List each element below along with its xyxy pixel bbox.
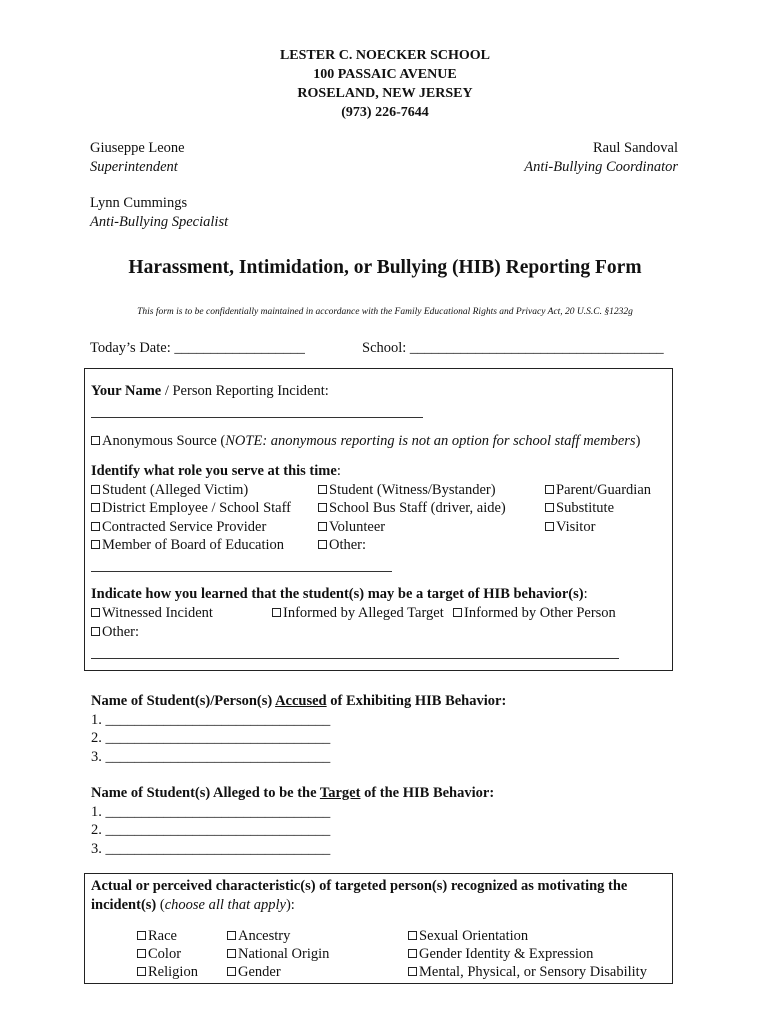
checkbox[interactable]: [545, 485, 554, 494]
role-option[interactable]: [91, 519, 266, 536]
specialist-title: Anti-Bullying Specialist: [90, 214, 229, 230]
learned-heading: [91, 586, 588, 603]
characteristic-option[interactable]: [408, 928, 528, 945]
accused-heading-underlined: Accused: [275, 693, 327, 709]
school-field[interactable]: School: ___________________________________: [362, 340, 664, 356]
superintendent-name: Giuseppe Leone: [90, 140, 185, 156]
coordinator-name: Raul Sandoval: [593, 140, 678, 156]
anonymous-label: Anonymous Source (: [102, 433, 226, 449]
learned-label: Other:: [102, 624, 140, 640]
anonymous-close: ): [635, 433, 641, 449]
target-line-3[interactable]: 3. _______________________________: [91, 841, 331, 857]
role-option[interactable]: [91, 482, 248, 499]
school-phone: (973) 226-7644: [341, 105, 429, 120]
characteristic-label: Gender Identity & Expression: [419, 946, 594, 962]
role-label: Student (Alleged Victim): [102, 482, 249, 498]
accused-line-2[interactable]: 2. _______________________________: [91, 730, 331, 746]
characteristics-heading-bold: incident(s): [91, 897, 157, 913]
checkbox[interactable]: [91, 627, 100, 636]
characteristic-option[interactable]: [137, 928, 177, 945]
characteristics-heading-2: [91, 897, 295, 914]
role-label: Member of Board of Education: [102, 537, 285, 553]
date-field[interactable]: Today’s Date: __________________: [90, 340, 305, 356]
characteristics-open: (: [156, 897, 165, 913]
superintendent-title: Superintendent: [90, 159, 178, 175]
checkbox[interactable]: [453, 608, 462, 617]
coordinator-title: Anti-Bullying Coordinator: [524, 159, 678, 175]
checkbox[interactable]: [318, 522, 327, 531]
learned-other-line[interactable]: [91, 658, 619, 659]
role-option[interactable]: [545, 500, 614, 517]
target-line-1[interactable]: 1. _______________________________: [91, 804, 331, 820]
characteristic-option[interactable]: [227, 928, 290, 945]
accused-line-1[interactable]: 1. _______________________________: [91, 712, 331, 728]
confidential-note: This form is to be confidentially maintained in accordance with the Family Educational Rights and Privacy Act, 20 U.S.C. §1232g: [137, 307, 633, 317]
role-label: Visitor: [556, 519, 596, 535]
school-name: LESTER C. NOECKER SCHOOL: [279, 48, 491, 63]
role-option[interactable]: [318, 500, 506, 517]
checkbox[interactable]: [318, 485, 327, 494]
checkbox[interactable]: [318, 540, 327, 549]
role-option[interactable]: [91, 537, 284, 554]
checkbox[interactable]: [137, 967, 146, 976]
role-label: School Bus Staff (driver, aide): [329, 500, 506, 516]
characteristic-option[interactable]: [137, 946, 181, 963]
anonymous-note: NOTE: anonymous reporting is not an option for school staff members: [225, 433, 636, 449]
characteristic-label: Ancestry: [238, 928, 291, 944]
checkbox[interactable]: [91, 522, 100, 531]
role-heading-colon: :: [336, 463, 341, 479]
role-other-line[interactable]: [91, 571, 392, 572]
reporter-name-bold: Your Name: [91, 383, 162, 399]
role-label: Contracted Service Provider: [102, 519, 267, 535]
accused-heading-post: of Exhibiting HIB Behavior:: [326, 693, 507, 709]
learned-label: Informed by Alleged Target: [283, 605, 444, 621]
learned-label: Witnessed Incident: [102, 605, 213, 621]
role-option[interactable]: [91, 500, 291, 517]
characteristic-label: Mental, Physical, or Sensory Disability: [419, 964, 647, 980]
role-option[interactable]: [318, 482, 496, 499]
form-title: Harassment, Intimidation, or Bullying (HIB) Reporting Form: [128, 257, 642, 278]
checkbox[interactable]: [272, 608, 281, 617]
accused-heading-pre: Name of Student(s)/Person(s): [91, 693, 276, 709]
role-option[interactable]: [318, 519, 385, 536]
characteristic-label: Color: [148, 946, 182, 962]
reporter-name-label: [91, 383, 329, 400]
checkbox[interactable]: [91, 608, 100, 617]
checkbox[interactable]: [91, 540, 100, 549]
characteristic-option[interactable]: [408, 964, 647, 981]
learned-label: Informed by Other Person: [464, 605, 616, 621]
characteristic-label: Gender: [238, 964, 281, 980]
role-option[interactable]: [318, 537, 366, 554]
role-option[interactable]: [545, 482, 651, 499]
characteristic-option[interactable]: [227, 964, 281, 981]
school-address: 100 PASSAIC AVENUE: [313, 67, 457, 82]
checkbox[interactable]: [318, 503, 327, 512]
checkbox[interactable]: [545, 503, 554, 512]
target-heading-pre: Name of Student(s) Alleged to be the: [91, 785, 320, 801]
target-heading: [91, 785, 494, 802]
target-heading-post: of the HIB Behavior:: [360, 785, 495, 801]
checkbox[interactable]: [408, 967, 417, 976]
characteristic-label: National Origin: [238, 946, 330, 962]
checkbox[interactable]: [227, 949, 236, 958]
learned-option[interactable]: [91, 605, 213, 622]
checkbox[interactable]: [137, 949, 146, 958]
learned-heading-text: Indicate how you learned that the student(s) may be a target of HIB behavior(s): [91, 586, 584, 602]
characteristics-italic: choose all that apply: [164, 897, 286, 913]
accused-heading: [91, 693, 506, 710]
role-option[interactable]: [545, 519, 595, 536]
checkbox[interactable]: [137, 931, 146, 940]
checkbox[interactable]: [408, 931, 417, 940]
checkbox[interactable]: [227, 967, 236, 976]
target-heading-underlined: Target: [319, 785, 361, 801]
target-line-2[interactable]: 2. _______________________________: [91, 822, 331, 838]
learned-heading-colon: :: [583, 586, 588, 602]
role-label: Other:: [329, 537, 367, 553]
learned-option[interactable]: [272, 605, 444, 622]
school-city: ROSELAND, NEW JERSEY: [297, 86, 473, 101]
role-heading: [91, 463, 341, 480]
characteristics-close: ):: [285, 897, 295, 913]
anonymous-option[interactable]: [91, 433, 640, 450]
characteristic-label: Religion: [148, 964, 198, 980]
specialist-name: Lynn Cummings: [90, 195, 188, 211]
characteristic-label: Race: [148, 928, 177, 944]
reporter-name-rest: / Person Reporting Incident:: [161, 383, 329, 399]
role-label: Volunteer: [329, 519, 386, 535]
checkbox[interactable]: [91, 485, 100, 494]
role-label: Student (Witness/Bystander): [329, 482, 496, 498]
checkbox[interactable]: [545, 522, 554, 531]
checkbox[interactable]: [91, 503, 100, 512]
role-label: Parent/Guardian: [556, 482, 652, 498]
role-heading-text: Identify what role you serve at this time: [91, 463, 337, 479]
checkbox[interactable]: [227, 931, 236, 940]
role-label: Substitute: [556, 500, 615, 516]
anonymous-checkbox[interactable]: [91, 436, 100, 445]
role-label: District Employee / School Staff: [102, 500, 292, 516]
characteristic-option[interactable]: [408, 946, 593, 963]
learned-option[interactable]: [91, 624, 139, 641]
characteristic-option[interactable]: [137, 964, 198, 981]
learned-option[interactable]: [453, 605, 616, 622]
characteristic-label: Sexual Orientation: [419, 928, 529, 944]
characteristics-heading-1: Actual or perceived characteristic(s) of targeted person(s) recognized as motivating the: [91, 878, 628, 894]
reporter-name-line[interactable]: [91, 417, 423, 418]
accused-line-3[interactable]: 3. _______________________________: [91, 749, 331, 765]
checkbox[interactable]: [408, 949, 417, 958]
characteristic-option[interactable]: [227, 946, 329, 963]
